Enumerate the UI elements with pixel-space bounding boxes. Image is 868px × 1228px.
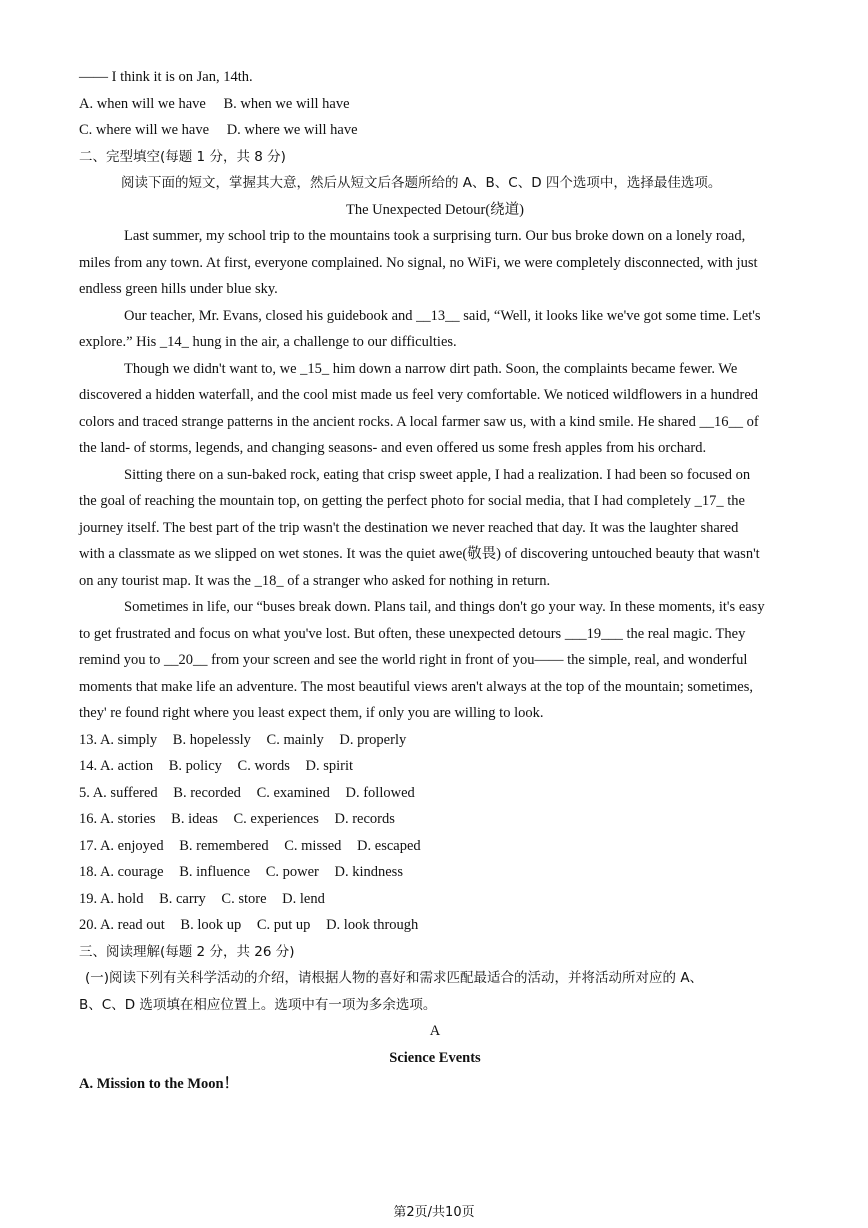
choice-d: D. kindness — [334, 864, 403, 880]
choice-d: D. properly — [339, 731, 407, 748]
question-row — [79, 833, 791, 860]
section-3-instruction-cont: B、C、D 选项填在相应位置上。选项中有一项为多余选项。 — [79, 996, 437, 1013]
passage-line: Last summer, my school trip to the mountains took a surprising turn. Our bus broke down on a lonely road, — [124, 228, 746, 244]
passage-line: Though we didn't want to, we _15_ him down a narrow dirt path. Soon, the complaints became fewer. We — [124, 360, 738, 377]
passage-line: they' re found right where you least expect them, if only you are willing to look. — [79, 705, 544, 721]
options-row-ab — [79, 91, 791, 118]
choice-c: C. power — [265, 864, 319, 880]
passage-line: the goal of reaching the mountain top, on getting the perfect photo for social media, that I had completely _17_ the — [79, 493, 745, 509]
choice-d: D. followed — [345, 784, 415, 801]
question-row — [79, 912, 791, 939]
question-number: 14. — [79, 758, 98, 774]
question-row — [79, 806, 791, 833]
passage-line: Sometimes in life, our “buses break down. Plans tail, and things don't go your way. In these moments, it's easy — [124, 599, 765, 615]
passage-title: The Unexpected Detour(绕道) — [346, 201, 524, 218]
choice-c: C. missed — [284, 837, 342, 854]
passage-line: with a classmate as we slipped on wet stones. It was the quiet awe(敬畏) of discovering untouched beauty that wasn't — [79, 546, 760, 562]
passage-line: miles from any town. At first, everyone complained. No signal, no WiFi, we were completely disconnected, with just — [79, 254, 758, 271]
choice-a: A. simply — [99, 731, 158, 748]
section-3-heading: 三、阅读理解(每题 2 分，共 26 分) — [79, 943, 295, 960]
option-b: B. when we will have — [223, 95, 350, 112]
choice-d: D. records — [334, 811, 395, 827]
reading-title: Science Events — [389, 1049, 481, 1066]
passage-line: colors and traced strange patterns in the ancient rocks. A local farmer saw us, with a kind smile. He shared __16__ of — [79, 413, 759, 430]
choice-b: B. ideas — [171, 811, 218, 827]
passage-line: Our teacher, Mr. Evans, closed his guidebook and __13__ said, “Well, it looks like we've got some time. Let's — [124, 307, 761, 324]
choice-a: A. enjoyed — [99, 837, 164, 854]
choice-b: B. hopelessly — [172, 731, 251, 748]
passage-line: to get frustrated and focus on what you've lost. But often, these unexpected detours ___19___ the real magic. They — [79, 625, 746, 642]
question-row — [79, 780, 791, 807]
question-row — [79, 753, 791, 780]
question-row — [79, 727, 791, 754]
choice-d: D. lend — [282, 890, 325, 907]
choice-a: A. hold — [99, 890, 144, 907]
part-label: A — [429, 1023, 441, 1039]
section-2-heading: 二、完型填空(每题 1 分，共 8 分) — [79, 148, 286, 165]
question-number: 19. — [79, 890, 98, 907]
passage-line: on any tourist map. It was the _18_ of a stranger who asked for nothing in return. — [79, 572, 551, 589]
choice-c: C. examined — [256, 784, 330, 801]
choice-a: A. stories — [99, 811, 156, 827]
choice-a: A. courage — [99, 864, 164, 880]
passage-line: Sitting there on a sun-baked rock, eating that crisp sweet apple, I had a realization. I had been so focused on — [124, 466, 751, 483]
options-row-cd — [79, 117, 791, 144]
choice-b: B. influence — [179, 864, 251, 880]
question-number: 13. — [79, 731, 98, 748]
choice-c: C. store — [221, 890, 267, 907]
choice-c: C. words — [237, 758, 290, 774]
passage-line: journey itself. The best part of the trip wasn't the destination we never reached that day. It was the laughter shared — [79, 519, 739, 536]
page-number: 第2页/共10页 — [393, 1205, 475, 1220]
passage-line: endless green hills under blue sky. — [79, 281, 278, 297]
option-d: D. where we will have — [226, 122, 358, 138]
passage-line: discovered a hidden waterfall, and the cool mist made us feel very comfortable. We noticed wildflowers in a hundred — [79, 387, 759, 403]
choice-a: A. suffered — [92, 784, 158, 801]
question-row — [79, 859, 791, 886]
choice-b: B. remembered — [179, 837, 269, 854]
section-3-instruction: (一)阅读下列有关科学活动的介绍，请根据人物的喜好和需求匹配最适合的活动，并将活动所对应的 A、 — [85, 970, 704, 986]
passage-line: moments that make life an adventure. The most beautiful views aren't always at the top of the mountain; sometimes, — [79, 678, 754, 695]
option-c: C. where will we have — [79, 122, 210, 138]
question-number: 16. — [79, 811, 98, 827]
question-row — [79, 886, 791, 913]
choice-d: D. look through — [326, 917, 419, 933]
question-number: 20. — [79, 917, 98, 933]
answer-line: —— I think it is on Jan, 14th. — [79, 69, 253, 85]
passage-line: the land- of storms, legends, and changing seasons- and even offered us some fresh apples from his orchard. — [79, 440, 707, 456]
choice-a: A. read out — [99, 917, 165, 933]
choice-b: B. look up — [180, 917, 242, 933]
question-number: 5. — [79, 784, 90, 801]
choice-b: B. carry — [159, 890, 206, 907]
question-number: 17. — [79, 837, 98, 854]
choice-a: A. action — [99, 758, 154, 774]
choice-d: D. escaped — [357, 837, 421, 854]
question-number: 18. — [79, 864, 98, 880]
choice-b: B. policy — [168, 758, 222, 774]
choice-d: D. spirit — [305, 758, 354, 774]
passage-line: explore.” His _14_ hung in the air, a challenge to our difficulties. — [79, 334, 457, 350]
choice-c: C. mainly — [266, 731, 324, 748]
option-a: A. when will we have — [79, 95, 206, 112]
page-content — [79, 64, 791, 1098]
choice-c: C. put up — [256, 917, 311, 933]
section-2-instruction: 阅读下面的短文，掌握其大意，然后从短文后各题所给的 A、B、C、D 四个选项中，选择最佳选项。 — [121, 175, 722, 191]
choice-b: B. recorded — [173, 784, 241, 801]
event-item-a: A. Mission to the Moon！ — [79, 1076, 239, 1092]
choice-c: C. experiences — [233, 811, 319, 827]
passage-line: remind you to __20__ from your screen and see the world right in front of you—— the simple, real, and wonderful — [79, 652, 748, 668]
